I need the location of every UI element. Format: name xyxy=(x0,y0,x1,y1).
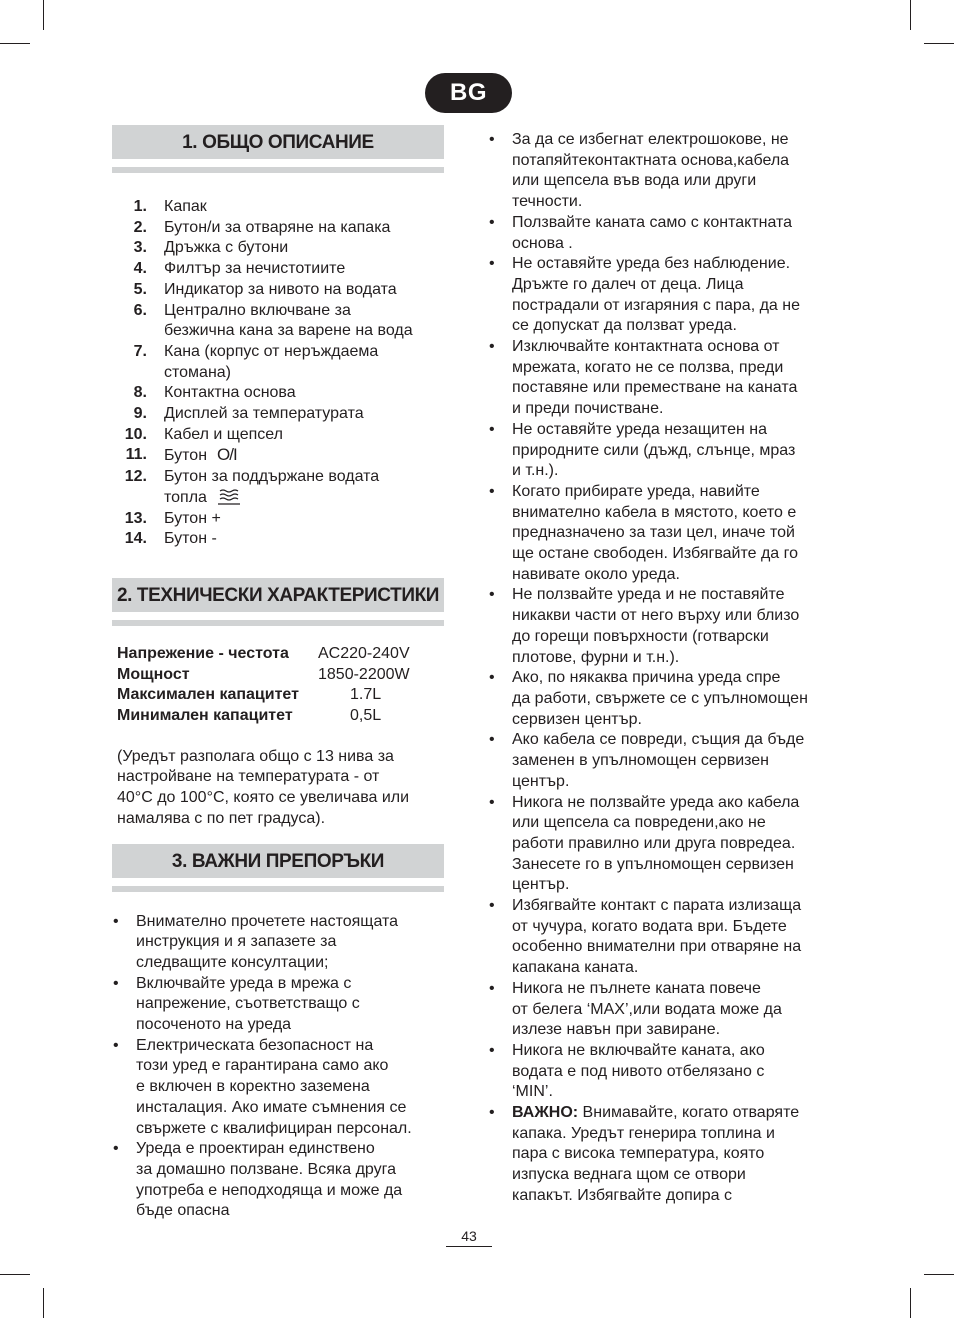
list-item xyxy=(488,793,828,897)
language-badge: BG xyxy=(425,73,512,113)
text-line: Индикатор за нивото на водата xyxy=(164,280,397,298)
list-item xyxy=(488,213,828,254)
text-line: (Уредът разполага общо с 13 нива за xyxy=(117,747,394,765)
text-line: инсталация. Ако имате съмнения се xyxy=(136,1098,407,1116)
list-item xyxy=(112,1139,444,1222)
text-line: употреба е неподходяща и може да xyxy=(136,1181,403,1199)
right-column xyxy=(488,130,828,1207)
text-line: Никога не пълнете каната повече xyxy=(512,979,761,997)
crop-mark xyxy=(924,43,954,44)
text-line: Бутон xyxy=(164,447,208,465)
spec-row xyxy=(112,665,444,686)
item-number: 7. xyxy=(133,342,147,360)
list-item xyxy=(488,482,828,586)
text-line: Филтър за нечистотиите xyxy=(164,260,346,278)
spec-value: 1850-2200W xyxy=(318,665,410,683)
list-item xyxy=(112,301,444,342)
item-number: 5. xyxy=(133,280,147,298)
list-item xyxy=(488,1041,828,1103)
text-line: излезе навън при завиране. xyxy=(512,1021,721,1039)
text-line: поставяне или преместване на каната xyxy=(512,379,798,397)
list-item xyxy=(112,259,444,280)
keep-warm-icon xyxy=(217,488,241,506)
text-line: заменен в упълномощен сервизен xyxy=(512,752,770,770)
text-line: Бутон за поддържане водата xyxy=(164,468,380,486)
text-line: Централно включване за xyxy=(164,301,351,319)
crop-mark xyxy=(910,0,911,30)
spec-label: Минимален капацитет xyxy=(117,707,293,725)
text-line: Електрическата безопасност на xyxy=(136,1036,374,1054)
list-item xyxy=(112,974,444,1036)
text-line: За да се избегнат електрошокове, не xyxy=(512,131,789,148)
item-number: 6. xyxy=(133,301,147,319)
text-line: Не ползвайте уреда и не поставяйте xyxy=(512,586,785,604)
text-line: напрежение, съответстващо с xyxy=(136,995,360,1013)
text-line: от белега ‘MAX’,или водата може да xyxy=(512,1000,782,1018)
list-item xyxy=(112,467,444,508)
text-line: е включен в коректно заземена xyxy=(136,1078,370,1096)
text-line: този уред е гарантирана само ако xyxy=(136,1057,389,1075)
text-line: център. xyxy=(512,876,570,894)
text-line: изпуска веднага щом се отвори xyxy=(512,1166,746,1184)
text-line: намалява с по пет градуса). xyxy=(117,809,326,827)
list-item xyxy=(112,425,444,446)
specs-note xyxy=(112,747,444,830)
parts-list xyxy=(112,197,444,550)
text-line: пара с висока температура, която xyxy=(512,1145,765,1163)
spec-value: 0,5L xyxy=(350,707,382,725)
list-item xyxy=(488,979,828,1041)
spec-label: Напрежение - честота xyxy=(117,644,289,662)
spec-row xyxy=(112,706,444,727)
text-line: до горещи повърхности (готварски xyxy=(512,627,769,645)
section-title-recommendations: 3. ВАЖНИ ПРЕПОРЪКИ xyxy=(112,844,444,878)
text-line: посоченото на уреда xyxy=(136,1016,292,1034)
text-line: или щепсела във вода или други xyxy=(512,172,757,190)
text-line: Изключвайте контактната основа от xyxy=(512,338,780,356)
item-number: 1. xyxy=(133,198,147,215)
text-line: работи правилно или друга повредеа. xyxy=(512,834,796,852)
text-line: Кабел и щепсел xyxy=(164,425,283,443)
text-line: за домашно ползване. Всяка друга xyxy=(136,1160,397,1178)
text-line: Внимавайте, когато отваряте xyxy=(578,1104,800,1122)
text-line: сервизен център. xyxy=(512,710,642,728)
spec-label: Максимален капацитет xyxy=(117,686,299,704)
text-line: водата е под нивото отбелязано с xyxy=(512,1062,765,1080)
text-line: Уреда е проектиран единствено xyxy=(136,1140,375,1158)
recommendations-list-right xyxy=(488,130,828,1207)
text-line: пострадали от изгаряния с пара, да не xyxy=(512,296,800,314)
text-line: бъде опасна xyxy=(136,1202,230,1220)
text-line: плотове, фурни и т.н.). xyxy=(512,648,680,666)
text-line: от чучура, когато водата ври. Бъдете xyxy=(512,917,787,935)
crop-mark xyxy=(43,1288,44,1318)
text-line: Капак xyxy=(164,198,207,215)
item-number: 11. xyxy=(125,446,147,464)
list-item xyxy=(488,730,828,792)
list-item xyxy=(112,238,444,259)
list-item xyxy=(112,197,444,218)
text-line: да работи, свържете се с упълномощен xyxy=(512,689,808,707)
list-item xyxy=(488,337,828,420)
list-item xyxy=(488,254,828,337)
text-line: Никога не ползвайте уреда ако кабела xyxy=(512,793,800,811)
text-line: никакви части от него върху или близо xyxy=(512,607,800,625)
text-line: природните сили (дъжд, слънце, мраз xyxy=(512,441,796,459)
text-line: Бутон + xyxy=(164,509,221,527)
text-line: Бутон/и за отваряне на капака xyxy=(164,218,391,236)
item-number: 4. xyxy=(133,260,147,278)
text-line: Когато прибирате уреда, навийте xyxy=(512,482,760,500)
list-item xyxy=(112,342,444,383)
text-line: Включвайте уреда в мрежа с xyxy=(136,974,352,992)
item-number: 3. xyxy=(133,239,147,257)
page-number: 43 xyxy=(446,1227,492,1247)
text-line: мрежата, когато не се ползва, преди xyxy=(512,358,784,376)
text-line: Дисплей за температурата xyxy=(164,405,364,423)
text-line: предназначено за тази цел, иначе той xyxy=(512,524,795,542)
list-item xyxy=(112,280,444,301)
list-item xyxy=(488,585,828,668)
text-line: или щепсела са повредени,ако не xyxy=(512,814,766,832)
text-line: Ползвайте каната само с контактната xyxy=(512,213,793,231)
item-number: 13. xyxy=(124,509,147,527)
spec-row xyxy=(112,644,444,665)
list-item xyxy=(112,912,444,974)
list-item xyxy=(112,383,444,404)
text-line: потапяйтеконтактната основа,кабела xyxy=(512,151,790,169)
section-rule xyxy=(112,167,444,173)
text-line: капака. Уредът генерира топлина и xyxy=(512,1124,775,1142)
recommendations-list-left xyxy=(112,912,444,1223)
section-title-specs: 2. ТЕХНИЧЕСКИ ХАРАКТЕРИСТИКИ xyxy=(112,578,444,612)
list-item xyxy=(488,896,828,979)
crop-mark xyxy=(0,43,30,44)
important-label: ВАЖНО: xyxy=(512,1104,579,1122)
spec-row xyxy=(112,685,444,706)
crop-mark xyxy=(0,1274,30,1275)
text-line: навивате около уреда. xyxy=(512,565,680,583)
item-number: 12. xyxy=(124,468,147,486)
text-line: внимателно кабела в мястото, което е xyxy=(512,503,797,521)
text-line: Не оставяйте уреда без наблюдение. xyxy=(512,255,791,273)
text-line: особенно внимателни при отваряне на xyxy=(512,938,802,956)
text-line: капакана каната. xyxy=(512,959,639,977)
text-line: Дръжка с бутони xyxy=(164,239,289,257)
text-line: Избягвайте контакт с парата излизаща xyxy=(512,897,802,915)
text-line: топла xyxy=(164,488,207,506)
section-title-general: 1. ОБЩО ОПИСАНИЕ xyxy=(112,125,444,159)
list-item xyxy=(112,218,444,239)
section-rule xyxy=(112,620,444,626)
list-item xyxy=(112,404,444,425)
text-line: основа . xyxy=(512,234,573,252)
text-line: Ако, по някаква причина уреда спре xyxy=(512,669,781,687)
list-item xyxy=(488,668,828,730)
text-line: свържете с квалифициран персонал. xyxy=(136,1119,412,1137)
text-line: ще остане свободен. Избягвайте да го xyxy=(512,545,799,563)
spec-label: Мощност xyxy=(117,665,190,683)
text-line: Никога не включвайте каната, ако xyxy=(512,1041,765,1059)
text-line: течности. xyxy=(512,193,583,211)
text-line: Не оставяйте уреда незащитен на xyxy=(512,420,767,438)
item-number: 14. xyxy=(124,530,147,548)
list-item xyxy=(112,529,444,550)
section-rule xyxy=(112,886,444,892)
list-item xyxy=(112,1036,444,1140)
text-line: капакът. Избягвайте допира с xyxy=(512,1186,732,1204)
text-line: настройване на температурата - от xyxy=(117,768,380,786)
text-line: инструкция и я запазете за xyxy=(136,933,337,951)
text-line: Бутон - xyxy=(164,530,217,548)
text-line: Дръжте го далеч от деца. Лица xyxy=(512,275,744,293)
item-number: 8. xyxy=(133,384,147,402)
left-column xyxy=(112,125,444,1222)
specs-table xyxy=(112,644,444,727)
text-line: Занесете го в упълномощен сервизен xyxy=(512,855,794,873)
text-line: център. xyxy=(512,772,570,790)
item-number: 9. xyxy=(133,405,147,423)
list-item xyxy=(488,420,828,482)
item-number: 2. xyxy=(133,218,147,236)
text-line: и т.н.). xyxy=(512,462,559,480)
text-line: и преди почистване. xyxy=(512,400,664,418)
text-line: ‘MIN’. xyxy=(512,1083,553,1101)
crop-mark xyxy=(924,1274,954,1275)
list-item xyxy=(112,509,444,530)
text-line: безжична кана за варене на вода xyxy=(164,322,413,340)
crop-mark xyxy=(43,0,44,30)
list-item xyxy=(488,1103,828,1207)
text-line: Внимателно прочетете настоящата xyxy=(136,912,399,930)
text-line: стомана) xyxy=(164,363,232,381)
list-item xyxy=(112,445,444,467)
list-item xyxy=(488,130,828,213)
text-line: Кана (корпус от неръждаема xyxy=(164,342,379,360)
text-line: следващите консултации; xyxy=(136,953,329,971)
item-number: 10. xyxy=(124,425,147,443)
spec-value: AC220-240V xyxy=(318,644,410,662)
crop-mark xyxy=(910,1288,911,1318)
text-line: Ако кабела се повреди, същия да бъде xyxy=(512,731,805,749)
text-line: се допускат да ползват уреда. xyxy=(512,317,737,335)
power-button-glyph: O/I xyxy=(217,445,237,465)
text-line: 40°C до 100°C, която се увеличава или xyxy=(117,789,410,807)
text-line: Контактна основа xyxy=(164,384,296,402)
spec-value: 1.7L xyxy=(350,686,382,704)
